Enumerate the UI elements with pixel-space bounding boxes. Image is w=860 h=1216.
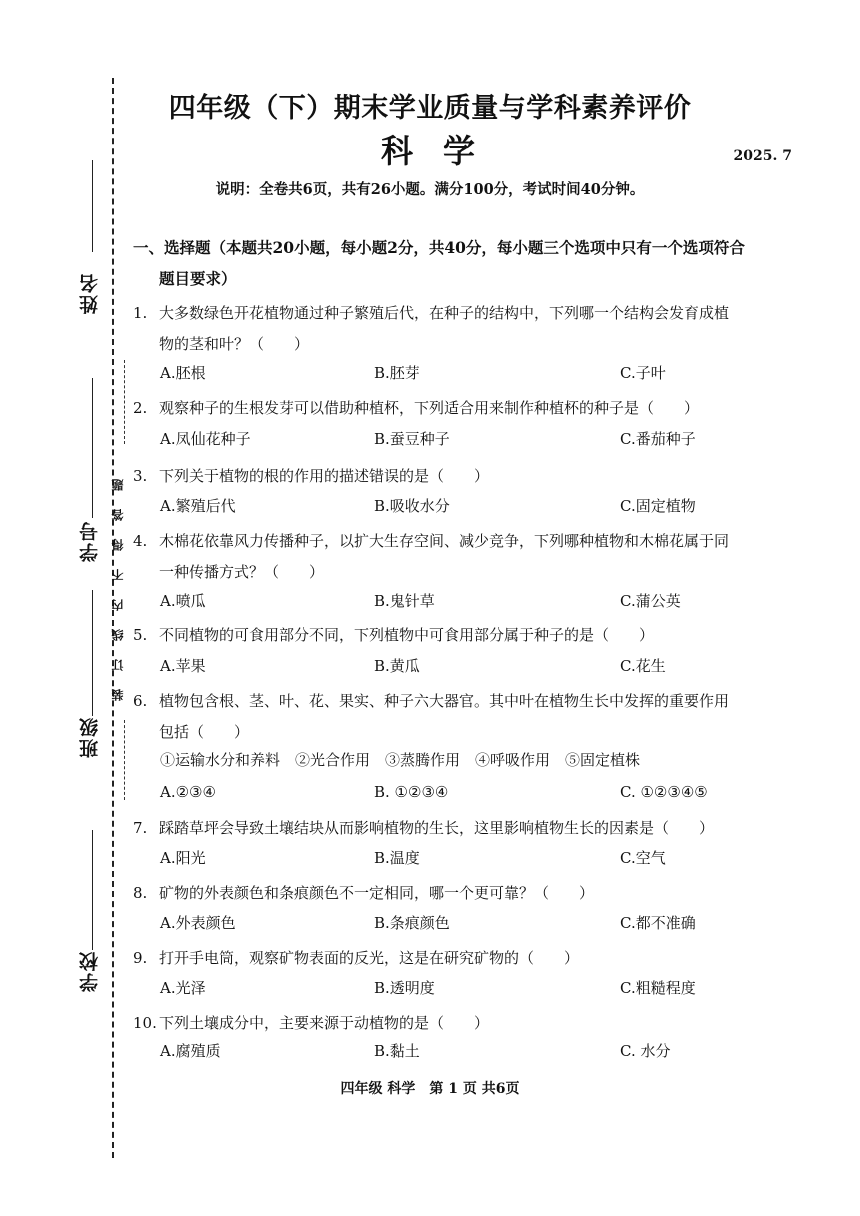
question-number: 1.: [133, 304, 148, 322]
question-7: [133, 813, 803, 844]
question-number: 10.: [133, 1014, 157, 1032]
option-a: A.苹果: [160, 657, 206, 675]
question-stem-cont: 一种传播方式？（ ）: [159, 563, 325, 581]
option-a: A.阳光: [160, 849, 206, 867]
question-stem: 下列土壤成分中，主要来源于动植物的是（ ）: [159, 1014, 490, 1032]
id-label: 学号: [79, 520, 101, 562]
question-1: [133, 298, 803, 360]
option-a: A.喷瓜: [160, 592, 206, 610]
option-a: A.胚根: [160, 364, 206, 382]
subject-title: 科学: [380, 132, 505, 170]
class-label: 班级: [79, 716, 101, 758]
question-number: 4.: [133, 532, 148, 550]
question-number: 6.: [133, 692, 148, 710]
question-number: 7.: [133, 819, 148, 837]
question-stem-cont: 包括（ ）: [159, 723, 250, 741]
class-fill-line: [92, 590, 93, 716]
option-c: C.蒲公英: [620, 592, 681, 610]
option-b: B.黄瓜: [374, 657, 420, 675]
option-c: C. 水分: [620, 1042, 671, 1060]
question-number: 8.: [133, 884, 148, 902]
option-b: B.透明度: [374, 979, 435, 997]
question-8-options: [160, 912, 800, 940]
option-a: A.②③④: [160, 783, 216, 801]
option-c: C.子叶: [620, 364, 666, 382]
question-7-options: [160, 847, 800, 875]
option-b: B. ①②③④: [374, 783, 449, 801]
option-b: B.条痕颜色: [374, 914, 450, 932]
question-stem: 打开手电筒，观察矿物表面的反光，这是在研究矿物的（ ）: [159, 949, 580, 967]
page-footer: 四年级 科学 第 1 页 共6页: [340, 1081, 520, 1097]
question-stem: 大多数绿色开花植物通过种子繁殖后代，在种子的结构中，下列哪一个结构会发育成植: [159, 304, 730, 322]
question-2-options: [160, 428, 800, 456]
question-9-options: [160, 977, 800, 1005]
question-number: 3.: [133, 467, 148, 485]
option-b: B.吸收水分: [374, 497, 450, 515]
question-10: [133, 1008, 803, 1039]
question-stem: 不同植物的可食用部分不同，下列植物中可食用部分属于种子的是（ ）: [159, 626, 655, 644]
question-stem: 踩踏草坪会导致土壤结块从而影响植物的生长，这里影响植物生长的因素是（ ）: [159, 819, 715, 837]
option-a: A.腐殖质: [160, 1042, 221, 1060]
section-heading: [133, 232, 803, 294]
question-stem: 观察种子的生根发芽可以借助种植杯，下列适合用来制作种植杯的种子是（ ）: [159, 399, 700, 417]
question-number: 2.: [133, 399, 148, 417]
option-b: B.黏土: [374, 1042, 420, 1060]
option-a: A.外表颜色: [160, 914, 236, 932]
question-4-options: [160, 590, 800, 618]
question-number: 5.: [133, 626, 148, 644]
section-heading-line2: 题目要求）: [159, 269, 237, 288]
option-b: B.蚕豆种子: [374, 430, 450, 448]
name-fill-line: [92, 160, 93, 252]
exam-title: 四年级（下）期末学业质量与学科素养评价: [168, 93, 692, 124]
option-b: B.温度: [374, 849, 420, 867]
question-3: [133, 461, 803, 492]
question-1-options: [160, 362, 800, 390]
question-2: [133, 393, 803, 424]
option-c: C. ①②③④⑤: [620, 783, 708, 801]
question-number: 9.: [133, 949, 148, 967]
seal-dash-top: [124, 360, 125, 444]
option-c: C.都不准确: [620, 914, 696, 932]
question-stem: 植物包含根、茎、叶、花、果实、种子六大器官。其中叶在植物生长中发挥的重要作用: [159, 692, 730, 710]
question-9: [133, 943, 803, 974]
exam-note: 说明：全卷共6页，共有26小题。满分100分，考试时间40分钟。: [215, 181, 645, 198]
seal-text: 装订线内不得答题: [111, 461, 125, 701]
question-stem-cont: 物的茎和叶？（ ）: [159, 335, 310, 353]
question-6: [133, 686, 803, 748]
option-c: C.花生: [620, 657, 666, 675]
question-10-options: [160, 1040, 800, 1068]
option-a: A.繁殖后代: [160, 497, 236, 515]
option-c: C.固定植物: [620, 497, 696, 515]
option-c: C.空气: [620, 849, 666, 867]
question-6-items: ①运输水分和养料 ②光合作用 ③蒸腾作用 ④呼吸作用 ⑤固定植株: [160, 751, 641, 769]
option-a: A.凤仙花种子: [160, 430, 251, 448]
question-stem: 矿物的外表颜色和条痕颜色不一定相同，哪一个更可靠？（ ）: [159, 884, 595, 902]
question-4: [133, 526, 803, 588]
option-a: A.光泽: [160, 979, 206, 997]
question-stem: 下列关于植物的根的作用的描述错误的是（ ）: [159, 467, 490, 485]
seal-dash-bottom: [124, 720, 125, 800]
question-5-options: [160, 655, 800, 683]
name-label: 姓名: [79, 272, 101, 314]
question-6-options: [160, 783, 800, 811]
question-5: [133, 620, 803, 651]
section-heading-line1: 一、选择题（本题共20小题，每小题2分，共40分，每小题三个选项中只有一个选项符合: [133, 238, 745, 257]
school-fill-line: [92, 830, 93, 950]
question-stem: 木棉花依靠风力传播种子，以扩大生存空间、减少竞争，下列哪种植物和木棉花属于同: [159, 532, 730, 550]
option-b: B.鬼针草: [374, 592, 435, 610]
option-c: C.番茄种子: [620, 430, 696, 448]
exam-date: 2025. 7: [733, 148, 792, 164]
question-8: [133, 878, 803, 909]
option-c: C.粗糙程度: [620, 979, 696, 997]
id-fill-line: [92, 378, 93, 518]
option-b: B.胚芽: [374, 364, 420, 382]
question-3-options: [160, 495, 800, 523]
school-label: 学校: [79, 950, 101, 992]
